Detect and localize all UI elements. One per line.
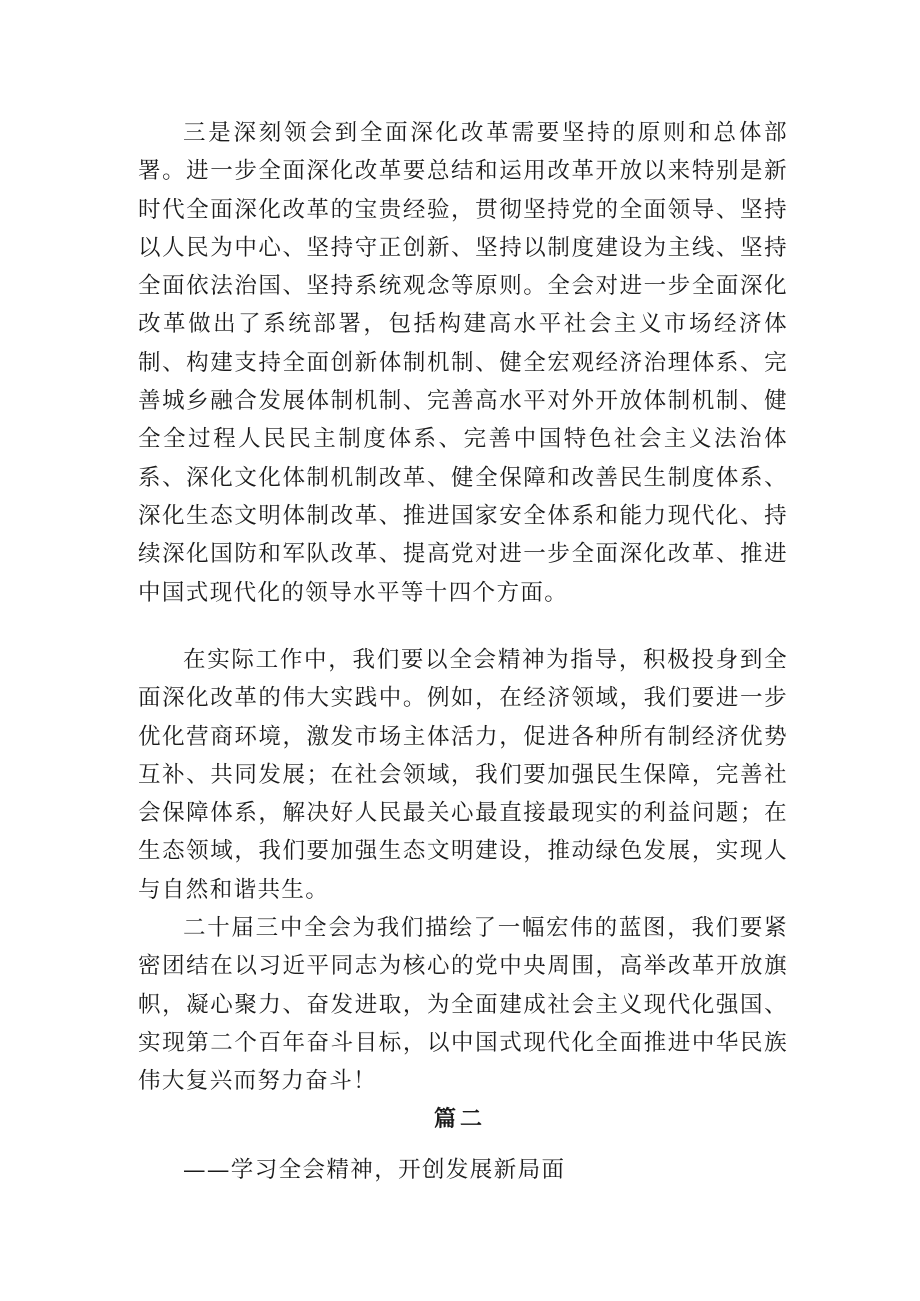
paragraph-practice: 在实际工作中，我们要以全会精神为指导，积极投身到全面深化改革的伟大实践中。例如，在经济领域，我们要进一步优化营商环境，激发市场主体活力，促进各种所有制经济优势互补、共同发展；在社会领域，我们要加强民生保障，完善社会保障体系，解决好人民最关心最直接最现实的利益问题；在生态领域，我们要加强生态文明建设，推动绿色发展，实现人与自然和谐共生。 [138, 647, 788, 903]
section-heading: 篇二 [433, 1106, 486, 1132]
paragraph-principles: 三是深刻领会到全面深化改革需要坚持的原则和总体部署。进一步全面深化改革要总结和运用改革开放以来特别是新时代全面深化改革的宝贵经验，贯彻坚持党的全面领导、坚持以人民为中心、坚持守正创新、坚持以制度建设为主线、坚持全面依法治国、坚持系统观念等原则。全会对进一步全面深化改革做出了系统部署，包括构建高水平社会主义市场经济体制、构建支持全面创新体制机制、健全宏观经济治理体系、完善城乡融合发展体制机制、完善高水平对外开放体制机制、健全全过程人民民主制度体系、完善中国特色社会主义法治体系、深化文化体制机制改革、健全保障和改善民生制度体系、深化生态文明体制改革、推进国家安全体系和能力现代化、持续深化国防和军队改革、提高党对进一步全面深化改革、推进中国式现代化的领导水平等十四个方面。 [138, 120, 788, 606]
section-subtitle: ——学习全会精神，开创发展新局面 [183, 1157, 566, 1183]
paragraph-blueprint: 二十届三中全会为我们描绘了一幅宏伟的蓝图，我们要紧密团结在以习近平同志为核心的党中央周围，高举改革开放旗帜，凝心聚力、奋发进取，为全面建成社会主义现代化强国、实现第二个百年奋斗目标，以中国式现代化全面推进中华民族伟大复兴而努力奋斗！ [138, 915, 788, 1095]
